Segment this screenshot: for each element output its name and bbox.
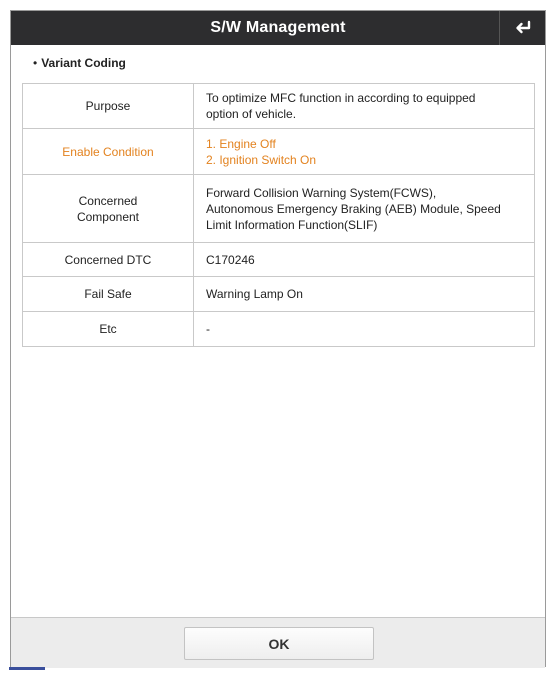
label-line: Component bbox=[76, 209, 140, 224]
row-value-concerned-component bbox=[194, 175, 535, 243]
row-value-purpose bbox=[194, 84, 535, 129]
ok-button[interactable]: OK bbox=[184, 627, 374, 660]
value-line: - bbox=[206, 322, 210, 336]
dialog-footer bbox=[11, 617, 545, 668]
label-line: Concerned bbox=[78, 193, 138, 208]
value-line: Warning Lamp On bbox=[206, 287, 303, 301]
value-line: Autonomous Emergency Braking (AEB) Module, Speed bbox=[206, 201, 501, 216]
table-row bbox=[23, 129, 535, 175]
value-line: 1. Engine Off bbox=[206, 136, 276, 151]
section-title: Variant Coding bbox=[41, 56, 126, 70]
value-line: Limit Information Function(SLIF) bbox=[206, 217, 378, 232]
value-line: Forward Collision Warning System(FCWS), bbox=[206, 185, 437, 200]
sw-management-dialog bbox=[10, 10, 546, 667]
value-line: 2. Ignition Switch On bbox=[206, 152, 317, 167]
title-bar bbox=[11, 11, 545, 45]
accent-underline bbox=[9, 667, 45, 670]
section-heading bbox=[33, 56, 126, 70]
row-label-purpose: Purpose bbox=[23, 84, 194, 129]
table-row bbox=[23, 243, 535, 277]
return-arrow-icon bbox=[513, 20, 533, 36]
value-line: option of vehicle. bbox=[206, 107, 297, 121]
window-title: S/W Management bbox=[210, 19, 346, 36]
row-value-fail-safe bbox=[194, 277, 535, 312]
section-bullet: • bbox=[33, 56, 38, 70]
table-row bbox=[23, 277, 535, 312]
back-button[interactable] bbox=[499, 11, 545, 45]
row-label-concerned-component bbox=[23, 175, 194, 243]
row-value-concerned-dtc bbox=[194, 243, 535, 277]
coding-info-table bbox=[22, 83, 535, 347]
table-row bbox=[23, 84, 535, 129]
row-label-enable-condition: Enable Condition bbox=[23, 129, 194, 175]
table-row bbox=[23, 175, 535, 243]
value-line: C170246 bbox=[206, 252, 255, 267]
row-label-concerned-dtc: Concerned DTC bbox=[23, 243, 194, 277]
row-label-fail-safe: Fail Safe bbox=[23, 277, 194, 312]
row-label-etc: Etc bbox=[23, 312, 194, 347]
value-line: To optimize MFC function in according to equipped bbox=[206, 91, 476, 105]
row-value-enable-condition bbox=[194, 129, 535, 175]
table-row bbox=[23, 312, 535, 347]
row-value-etc bbox=[194, 312, 535, 347]
